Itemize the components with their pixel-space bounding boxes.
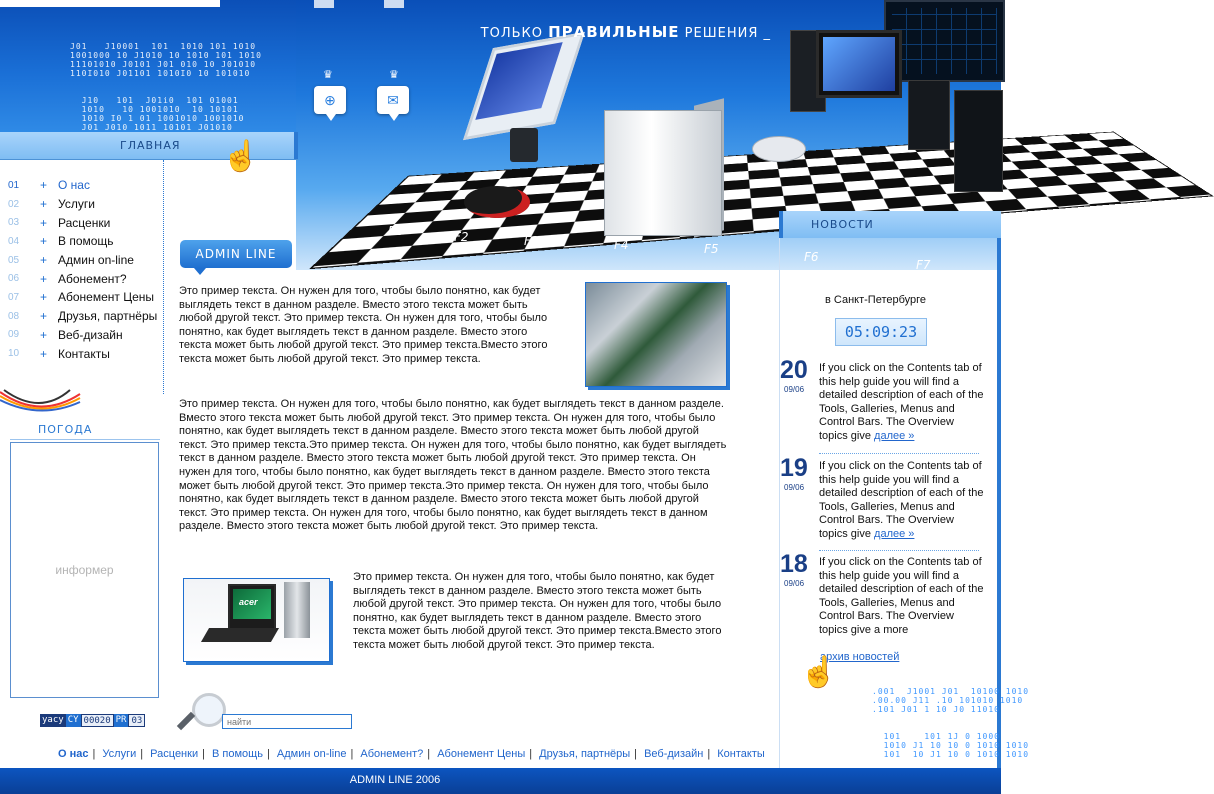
home-icon-button[interactable]: ⊕ (314, 86, 346, 114)
header-top-strip (0, 0, 220, 7)
news-bar-accent (779, 211, 783, 238)
hand-cursor-icon: ☝ (222, 140, 260, 173)
digital-clock: 05:09:23 (835, 318, 927, 346)
plus-icon: + (40, 327, 48, 342)
home-label[interactable]: ГЛАВНАЯ (120, 139, 181, 152)
dark-tower-pc (954, 90, 1003, 192)
lcd-monitor (816, 30, 902, 98)
news-archive-link[interactable]: архив новостей (820, 651, 900, 663)
news-text: If you click on the Contents tab of this help guide you will find a detailed description of each of the Tools, Galleries, Menus and Control Bars. The Overview topics give далее » (819, 460, 984, 540)
sidebar-item-partners[interactable] (0, 307, 163, 326)
news-heading: НОВОСТИ (811, 218, 874, 231)
bottom-nav-prices[interactable]: Расценки (150, 748, 199, 760)
news-day: 19 (780, 454, 808, 482)
sidebar-item-subscription-prices[interactable] (0, 288, 163, 307)
bottom-nav-help[interactable]: В помощь (212, 748, 263, 760)
fkey-label: F6 (804, 250, 819, 264)
bottom-nav-subscription[interactable]: Абонемент? (360, 748, 424, 760)
sidebar-menu (0, 176, 163, 363)
intro-paragraph: Это пример текста. Он нужен для того, чтобы было понятно, как будет выглядеть текст в данном разделе. Вместо этого текста может быть любой другой текст. Это пример текста. Он нужен для того, чтобы было понятно, как будет выглядеть текст в данном разделе. Вместо этого текста может быть любой другой текст. Это пример текста.Вместо этого текста может быть любой другой текст. Это пример текста. (179, 285, 548, 365)
site-counter[interactable] (40, 714, 145, 727)
counter-cy-label: CY (67, 715, 79, 725)
weather-informer: информер (10, 442, 159, 698)
crown-icon: ♛ (389, 69, 399, 81)
bottom-nav-contacts[interactable]: Контакты (717, 748, 765, 760)
menu-number: 08 (8, 310, 20, 322)
menu-number: 01 (8, 179, 20, 191)
footer-copyright: ADMIN LINE 2006 (349, 774, 441, 786)
binary-decoration: .001 J1001 J01 10100 1010 .00.00 J11 .10 101010 1010 .101 J01 1 10 J0 11010 101 101 1J 0 1000 1010 J1 10 10 0 1010 1010 101 10 J1 10 0 1010 1010 (872, 687, 1030, 759)
bottom-nav-about[interactable]: О нас (58, 748, 89, 760)
pc-internals-photo (585, 282, 727, 387)
menu-number: 03 (8, 217, 20, 229)
header-left-panel (0, 0, 296, 132)
menu-number: 06 (8, 273, 20, 285)
news-item (780, 550, 985, 644)
plus-icon: + (40, 271, 48, 286)
plus-icon: + (40, 197, 48, 212)
fkey-label: F2 (454, 230, 469, 244)
plus-icon: + (40, 178, 48, 193)
black-mouse (464, 186, 530, 218)
menu-label[interactable]: Абонемент Цены (58, 290, 155, 305)
menu-label[interactable]: Админ on-line (58, 253, 134, 268)
counter-pr-label: PR (115, 715, 127, 725)
news-more-link[interactable]: далее » (874, 527, 915, 540)
plus-icon: + (40, 215, 48, 230)
sidebar-item-services[interactable] (0, 195, 163, 214)
sidebar-item-prices[interactable] (0, 213, 163, 232)
news-month: 09/06 (784, 579, 805, 588)
bottom-nav-subscription-prices[interactable]: Абонемент Цены (437, 748, 526, 760)
bottom-nav-partners[interactable]: Друзья, партнёры (539, 748, 631, 760)
bottom-nav-services[interactable]: Услуги (102, 748, 137, 760)
fkey-label: F7 (916, 258, 931, 272)
news-item (780, 356, 985, 450)
plus-icon: + (40, 290, 48, 305)
plus-icon: + (40, 309, 48, 324)
menu-label[interactable]: О нас (58, 178, 90, 193)
menu-label[interactable]: Абонемент? (58, 271, 127, 286)
news-day: 18 (780, 550, 808, 578)
header-tab-light (384, 0, 404, 8)
search-icon-handle (177, 712, 195, 730)
sidebar-item-admin-online[interactable] (0, 251, 163, 270)
sidebar-item-web-design[interactable] (0, 326, 163, 345)
news-more-link[interactable]: далее » (874, 429, 915, 442)
menu-label[interactable]: Веб-дизайн (58, 327, 123, 342)
weather-heading: ПОГОДА (38, 423, 93, 436)
sidebar-item-contacts[interactable] (0, 344, 163, 363)
menu-label[interactable]: В помощь (58, 234, 114, 249)
menu-number: 09 (8, 329, 20, 341)
white-tower-pc (604, 110, 722, 236)
fkey-label: F3 (524, 234, 539, 248)
counter-pr-value: 03 (128, 714, 145, 727)
plus-icon: + (40, 346, 48, 361)
bottom-nav-web-design[interactable]: Веб-дизайн (644, 748, 704, 760)
counter-cy-value: 00020 (81, 714, 114, 727)
sidebar-item-about[interactable] (0, 176, 163, 195)
bottom-navigation: О нас | Услуги | Расценки | В помощь | Админ on-line | Абонемент? | Абонемент Цены | Друзья, партнёры | Веб-дизайн | Контакты (58, 748, 765, 760)
section-badge: ADMIN LINE (180, 240, 292, 268)
menu-number: 10 (8, 348, 20, 360)
mail-icon-button[interactable]: ✉ (377, 86, 409, 114)
fkey-label: F5 (704, 242, 719, 256)
menu-label[interactable]: Друзья, партнёры (58, 309, 158, 324)
header-slogan: ТОЛЬКО ПРАВИЛЬНЫЕ РЕШЕНИЯ _ (480, 23, 771, 41)
white-mouse (752, 136, 806, 162)
background-monitor (884, 0, 1005, 82)
binary-decoration: J01 J10001 101 1010 101 1010 1001000 10 J1010 10 1010 101 1010 11101010 J0101 J01 010 10 J01010 110I010 J01101 1010I0 10 101010 J10 101 J01i0 101 01001 1010 10 1001010 10 10101 1010 I0 1 01 1001010 1001010 J01 J010 1011 10101 J01010 (70, 42, 262, 132)
home-bar-accent (294, 132, 298, 159)
menu-number: 07 (8, 291, 20, 303)
main-paragraph: Это пример текста. Он нужен для того, чтобы было понятно, как будет выглядеть текст в данном разделе. Вместо этого текста может быть любой другой текст. Это пример текста. Он нужен для того, чтобы было понятно, как будет выглядеть текст в данном разделе. Вместо этого текста может быть любой другой текст. Это пример текста.Это пример текста. Он нужен для того, чтобы было понятно, как будет выглядеть текст в данном разделе. Вместо этого текста может быть любой другой текст. Это пример текста. Он нужен для того, чтобы было понятно, как будет выглядеть текст в данном разделе. Вместо этого текста может быть любой другой текст. Это пример текста.Это пример текста. Он нужен для того, чтобы было понятно, как будет выглядеть текст в данном разделе. Вместо этого текста может быть любой другой текст. Это пример текста. Он нужен для того, чтобы было понятно, как будет выглядеть текст в данном разделе. Вместо этого текста может быть любой другой текст. Это пример текста. (179, 398, 727, 533)
acer-logo: acer (239, 597, 258, 607)
news-day: 20 (780, 356, 808, 384)
news-divider (819, 453, 979, 454)
search-input[interactable] (222, 714, 352, 729)
dark-tower-pc (908, 80, 950, 150)
sidebar-item-help[interactable] (0, 232, 163, 251)
sidebar-item-subscription[interactable] (0, 269, 163, 288)
menu-label[interactable]: Контакты (58, 346, 110, 361)
menu-label[interactable]: Расценки (58, 215, 111, 230)
plus-icon: + (40, 253, 48, 268)
news-month: 09/06 (784, 483, 805, 492)
news-text: If you click on the Contents tab of this help guide you will find a detailed description of each of the Tools, Galleries, Menus and Control Bars. The Overview topics give далее » (819, 362, 984, 442)
fkey-label: F4 (614, 238, 629, 252)
closing-paragraph: Это пример текста. Он нужен для того, чтобы было понятно, как будет выглядеть текст в данном разделе. Вместо этого текста может быть любой другой текст. Это пример текста. Он нужен для того, чтобы было понятно, как будет выглядеть текст в данном разделе. Вместо этого текста может быть любой другой текст. Это пример текста.Вместо этого текста может быть любой другой текст. Это пример текста. (353, 571, 722, 651)
bottom-nav-admin-online[interactable]: Админ on-line (276, 748, 347, 760)
sidebar-divider (163, 160, 164, 394)
weather-divider (10, 439, 160, 440)
hand-cursor-icon: ☝ (800, 656, 838, 689)
news-text: If you click on the Contents tab of this help guide you will find a detailed description of each of the Tools, Galleries, Menus and Control Bars. The Overview topics give a more (819, 556, 984, 636)
monitor-stand (510, 128, 538, 162)
crown-icon: ♛ (323, 69, 333, 81)
news-item (780, 454, 985, 548)
menu-number: 02 (8, 198, 20, 210)
clock-city: в Санкт-Петербурге (825, 294, 927, 306)
header-tab-light (314, 0, 334, 8)
news-month: 09/06 (784, 385, 805, 394)
counter-brand: yacy (42, 715, 64, 725)
cables-decoration (0, 390, 80, 414)
pc-tower (284, 582, 310, 638)
menu-number: 05 (8, 254, 20, 266)
news-divider (819, 550, 979, 551)
menu-label[interactable]: Услуги (58, 197, 95, 212)
pc-monitor (228, 584, 276, 630)
pc-keyboard (201, 628, 279, 642)
search-icon (192, 693, 226, 727)
fkey-label: F1 (388, 224, 403, 238)
menu-number: 04 (8, 235, 20, 247)
plus-icon: + (40, 234, 48, 249)
